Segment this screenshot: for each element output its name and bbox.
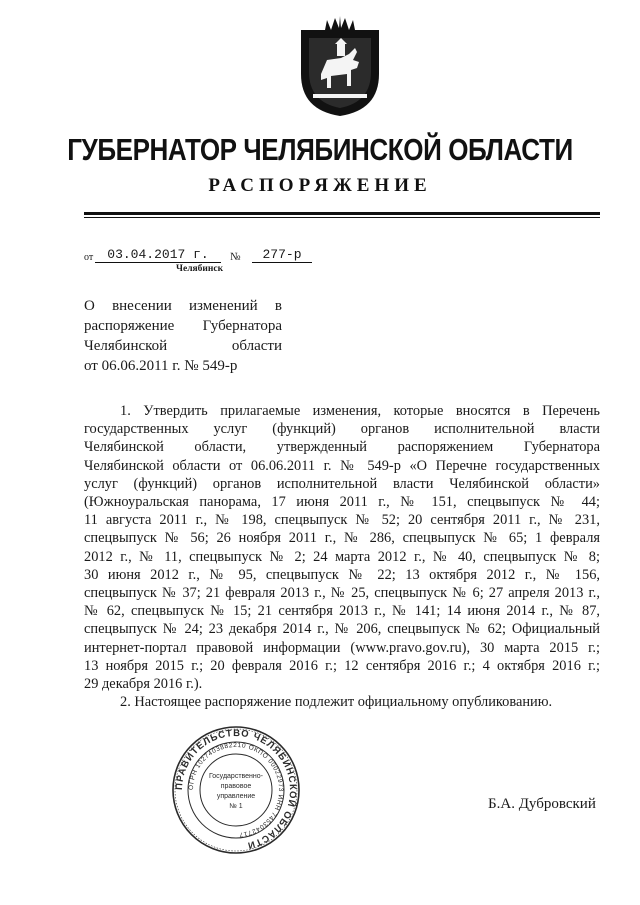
- seal-codes-text: ОГРН 1027403882210 ОКПО 00022973 ИНН 7453042717: [187, 741, 285, 838]
- document-meta: [84, 248, 384, 278]
- header-rule-thin: [84, 217, 600, 218]
- subject-line: О внесении изменений в: [84, 298, 282, 314]
- body-line: 1. Утвердить прилагаемые изменения, которые вносятся в Перечень: [120, 403, 600, 419]
- body-line: Челябинской области от 06.06.2011 г. № 549-р «О Перечне государственных: [84, 457, 600, 474]
- body-line: 11 августа 2011 г., № 198, спецвыпуск № 52; 20 сентября 2011 г., № 231,: [84, 512, 600, 529]
- body-line: спецвыпуск № 24; 23 декабря 2014 г., № 206, спецвыпуск № 62; Официальный: [84, 621, 600, 638]
- body-line: 30 июня 2012 г., № 95, спецвыпуск № 22; 13 октября 2012 г., № 156,: [84, 566, 600, 583]
- document-number: 277-р: [252, 248, 312, 263]
- coat-of-arms-emblem: [297, 14, 383, 118]
- body-line: № 62, спецвыпуск № 15; 21 сентября 2013 г., № 141; 14 июня 2014 г., № 87,: [84, 603, 600, 620]
- body-line: Челябинской области, утвержденный распоряжением Губернатора: [84, 439, 600, 456]
- number-prefix: №: [230, 251, 241, 263]
- body-line: государственных услуг (функций) органов исполнительной власти: [84, 421, 600, 438]
- governor-title: ГУБЕРНАТОР ЧЕЛЯБИНСКОЙ ОБЛАСТИ: [67, 132, 573, 167]
- seal-center-line: управление: [216, 793, 256, 800]
- body-line: 29 декабря 2016 г.).: [84, 676, 203, 693]
- body-line: услуг (функций) органов исполнительной власти Челябинской области»: [84, 475, 600, 492]
- signatory-name: Б.А. Дубровский: [488, 796, 596, 812]
- body-paragraph-2: 2. Настоящее распоряжение подлежит официальному опубликованию.: [120, 694, 553, 711]
- body-line: интернет-портал правовой информации (www.pravo.gov.ru), 30 марта 2015 г.;: [84, 639, 600, 656]
- document-subject: [84, 296, 282, 376]
- body-line: спецвыпуск № 56; 26 ноября 2011 г., № 286, спецвыпуск № 65; 1 февраля: [84, 530, 600, 547]
- coat-of-arms-icon: [297, 14, 383, 118]
- body-line: 13 ноября 2015 г.; 20 февраля 2016 г.; 12 сентября 2016 г.; 4 октября 2016 г.;: [84, 657, 600, 674]
- document-date: 03.04.2017 г.: [95, 248, 221, 263]
- document-type: РАСПОРЯЖЕНИЕ: [208, 175, 432, 196]
- subject-line: Челябинской области: [84, 338, 282, 354]
- header-rule-thick: [84, 212, 600, 215]
- body-line: 2012 г., № 11, спецвыпуск № 2; 24 марта 2012 г., № 40, спецвыпуск № 8;: [84, 548, 600, 565]
- seal-center-line: № 1: [229, 803, 243, 810]
- seal-center-line: правовое: [220, 783, 252, 790]
- seal-ring-text: ПРАВИТЕЛЬСТВО ЧЕЛЯБИНСКОЙ ОБЛАСТИ: [173, 727, 299, 851]
- document-body: [84, 402, 600, 711]
- subject-line: распоряжение Губернатора: [84, 318, 282, 334]
- seal-center-line: Государственно-: [208, 773, 264, 780]
- subject-line: от 06.06.2011 г. № 549-р: [84, 358, 238, 374]
- seal-stamp-icon: [170, 724, 302, 856]
- body-line: (Южноуральская панорама, 17 июня 2011 г., № 151, спецвыпуск № 44;: [84, 494, 600, 511]
- body-line: спецвыпуск № 37; 21 февраля 2013 г., № 25, спецвыпуск № 6; 27 апреля 2013 г.,: [84, 585, 600, 602]
- date-prefix: от: [84, 252, 94, 263]
- document-city: Челябинск: [176, 264, 224, 274]
- official-seal: [170, 724, 302, 856]
